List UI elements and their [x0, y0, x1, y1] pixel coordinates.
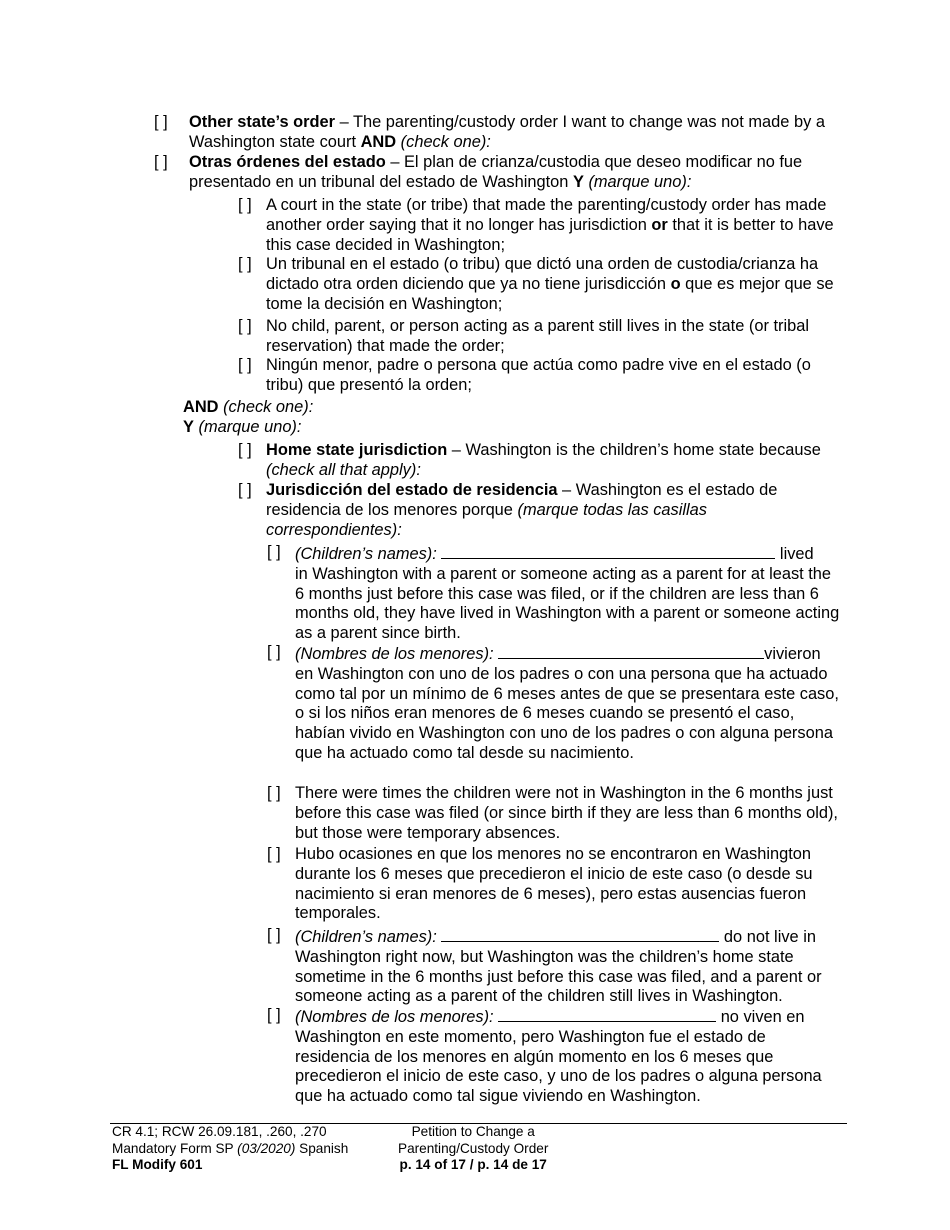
otras-ordenes-title: Otras órdenes del estado [189, 153, 386, 171]
checkbox-other-state-order[interactable]: [ ] [154, 113, 168, 131]
footer-form-pre: Mandatory Form SP [112, 1140, 238, 1156]
children-not-live-es [295, 1006, 840, 1107]
childrens-names-field-2[interactable] [441, 926, 719, 942]
otras-ordenes-text: – El plan de crianza/custodia que deseo modificar no fue presentado en un tribunal del estado de Washington [189, 153, 803, 191]
jurisdiccion-instr: (marque todas las casillas correspondientes): [266, 500, 707, 539]
checkbox-no-child-lives[interactable]: [ ] [238, 317, 252, 335]
other-state-order-text: – The parenting/custody order I want to change was not made by a Washington state court [189, 113, 825, 151]
other-state-order-en [189, 113, 840, 153]
tribunal-text-post: que es mejor que se tome la decisión en Washington; [266, 274, 834, 313]
children-lived-en [295, 543, 840, 644]
checkbox-children-lived[interactable]: [ ] [267, 543, 281, 561]
checkbox-menores-vivieron[interactable]: [ ] [267, 643, 281, 661]
lived-word: lived [775, 545, 814, 563]
checkbox-ausencias-temporales[interactable]: [ ] [267, 845, 281, 863]
children-lived-es [295, 643, 840, 764]
check-one-instr: (check one): [400, 132, 491, 151]
nombres-menores-label-2: (Nombres de los menores): [295, 1008, 494, 1026]
temporary-absences-en: There were times the children were not in Washington in the 6 months just before this case was filed (or since birth if they are less than 6 months old), but those were temporary absences. [295, 784, 838, 842]
footer-center [398, 1124, 548, 1174]
jurisdiccion-text: – Washington es el estado de residencia de los menores porque [266, 481, 778, 519]
nombres-menores-field-2[interactable] [498, 1006, 716, 1022]
footer-page: p. 14 of 17 / p. 14 de 17 [399, 1157, 547, 1172]
no-viven-words: no viven en [716, 1008, 805, 1026]
footer-title-1: Petition to Change a [411, 1124, 535, 1139]
court-text-pre: A court in the state (or tribe) that made the parenting/custody order has made another order saying that it no longer has jurisdiction [266, 196, 827, 234]
footer-left [112, 1124, 348, 1174]
no-child-lives-en: No child, parent, or person acting as a parent still lives in the state (or tribal reservation) that made the order; [266, 317, 809, 355]
childrens-names-field[interactable] [441, 543, 775, 559]
checkbox-menores-no-viven[interactable]: [ ] [267, 1006, 281, 1024]
checkbox-jurisdiccion-residencia[interactable]: [ ] [238, 481, 252, 499]
home-state-en [266, 441, 840, 481]
vivieron-word: vivieron [764, 645, 821, 663]
other-state-order-title: Other state’s order [189, 113, 336, 131]
footer-form-id: FL Modify 601 [112, 1157, 203, 1172]
and-bold: AND [360, 132, 397, 151]
and-label: AND [183, 398, 219, 416]
checkbox-court-no-jurisdiction[interactable]: [ ] [238, 196, 252, 214]
jurisdiccion-title: Jurisdicción del estado de residencia [266, 481, 558, 499]
marque-uno-instr: (marque uno): [588, 172, 692, 191]
court-no-jurisdiction-es [266, 255, 840, 314]
checkbox-tribunal-sin-jurisdiccion[interactable]: [ ] [238, 255, 252, 273]
temporary-absences-es: Hubo ocasiones en que los menores no se encontraron en Washington durante los 6 meses que precedieron el inicio de este caso (o desde su nacimiento si eran menores de 6 meses), pero estas ausencias fueron temporales. [295, 845, 813, 923]
checkbox-children-not-live[interactable]: [ ] [267, 926, 281, 944]
nombres-menores-field[interactable] [498, 643, 764, 659]
childrens-names-label-2: (Children’s names): [295, 928, 437, 946]
o-bold: o [670, 274, 681, 293]
no-child-lives-es: Ningún menor, padre o persona que actúa como padre vive en el estado (o tribu) que presentó la orden; [266, 356, 811, 394]
menores-vivieron-text: en Washington con uno de los padres o con una persona que ha actuado como tal por un mínimo de 6 meses antes de que se presentara este caso, o si los niños eran menores de 6 meses cuando se presentó el caso, habían vivido en Washington con uno de los padres o con alguna persona que ha actuado como tal desde su nacimiento. [295, 664, 839, 762]
children-not-live-en [295, 926, 840, 1007]
tribunal-text-pre: Un tribunal en el estado (o tribu) que dictó una orden de custodia/crianza ha dictado otra orden diciendo que ya no tiene jurisdicción [266, 255, 819, 293]
court-no-jurisdiction-en [266, 196, 840, 255]
home-state-instr: (check all that apply): [266, 460, 421, 479]
footer-form-date: (03/2020) [237, 1140, 296, 1156]
children-not-live-text: Washington right now, but Washington was the children’s home state sometime in the 6 months just before this case was filed, and a parent or someone acting as a parent of the children still lives in Washington. [295, 947, 822, 1006]
footer-title-2: Parenting/Custody Order [398, 1140, 549, 1156]
checkbox-temporary-absences[interactable]: [ ] [267, 784, 281, 802]
home-state-text: – Washington is the children’s home state because [447, 441, 821, 459]
home-state-es [266, 481, 840, 540]
and-check-one [183, 398, 313, 418]
y-marque-uno [183, 418, 301, 438]
childrens-names-label: (Children’s names): [295, 545, 437, 563]
other-state-order-es [189, 153, 840, 193]
checkbox-otras-ordenes[interactable]: [ ] [154, 153, 168, 171]
or-bold: or [651, 215, 668, 234]
y-label: Y [183, 418, 194, 436]
checkbox-ningun-menor[interactable]: [ ] [238, 356, 252, 374]
y-instr: (marque uno): [198, 418, 302, 436]
y-bold: Y [572, 172, 584, 191]
do-not-live-words: do not live in [719, 928, 816, 946]
footer-law: CR 4.1; RCW 26.09.181, .260, .270 [112, 1124, 327, 1139]
menores-no-viven-text: Washington en este momento, pero Washington fue el estado de residencia de los menores en algún momento en los 6 meses que precedieron el inicio de este caso, y uno de los padres o alguna persona que ha actuado como tal sigue viviendo en Washington. [295, 1027, 822, 1106]
footer-form [112, 1141, 348, 1158]
checkbox-home-state[interactable]: [ ] [238, 441, 252, 459]
footer-form-post: Spanish [295, 1140, 349, 1156]
court-text-post: that it is better to have this case decided in Washington; [266, 215, 834, 254]
nombres-menores-label: (Nombres de los menores): [295, 645, 494, 663]
home-state-title: Home state jurisdiction [266, 441, 448, 459]
children-lived-text: in Washington with a parent or someone acting as a parent for at least the 6 months just before this case was filed, or if the children are less than 6 months old, they have lived in Washington with a parent or someone acting as a parent since birth. [295, 564, 840, 643]
and-instr: (check one): [223, 398, 314, 416]
